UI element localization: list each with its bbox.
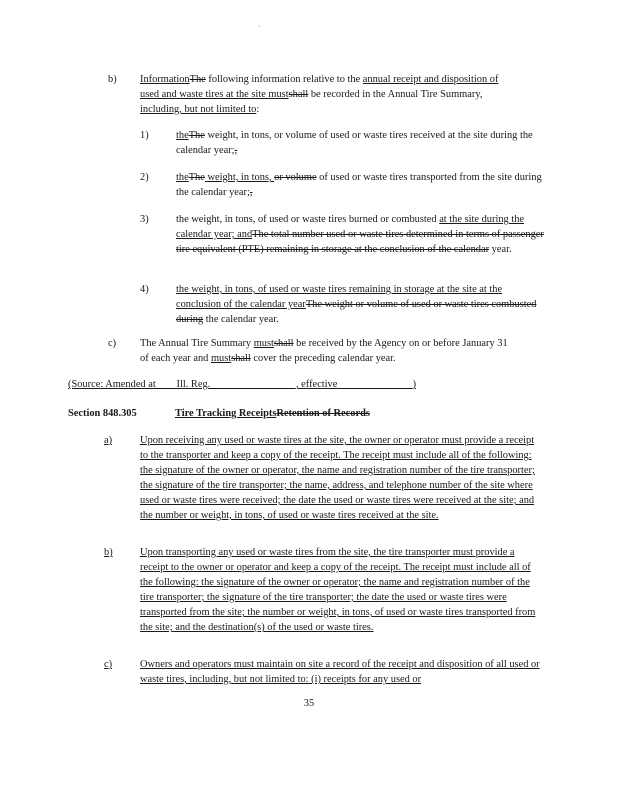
- paragraph-b4: [176, 282, 544, 327]
- inserted-text: weight, in tons,: [204, 172, 275, 183]
- section-title: [175, 406, 370, 421]
- deleted-text: ,: [249, 187, 253, 198]
- list-label-1: 1): [140, 130, 149, 141]
- deleted-text: ,: [234, 145, 238, 156]
- text: year.: [489, 244, 512, 255]
- paragraph-b1: [176, 128, 544, 158]
- deleted-text: shall: [288, 89, 309, 100]
- text: the calendar year.: [203, 314, 279, 325]
- inserted-text: the: [176, 130, 189, 141]
- list-label-c-section: c): [104, 659, 113, 670]
- text: cover the preceding calendar year.: [250, 353, 396, 364]
- inserted-text: Information: [140, 74, 190, 85]
- list-label-a: a): [104, 435, 113, 446]
- paragraph-c: [140, 336, 514, 366]
- inserted-text: Tire Tracking Receipts: [175, 408, 277, 419]
- inserted-text: must: [210, 353, 232, 364]
- deleted-text: shall: [273, 338, 294, 349]
- list-label-b: b): [108, 74, 117, 85]
- list-label-2: 2): [140, 172, 149, 183]
- inserted-text: the weight, in tons, of used or waste tires remaining in storage at the site at the conclusion of the calendar year: [176, 284, 503, 310]
- section-number: Section 848.305: [68, 408, 137, 419]
- deleted-text: or volume: [274, 172, 317, 183]
- list-label-c: c): [108, 338, 117, 349]
- text: The Annual Tire Summary: [140, 338, 254, 349]
- paragraph-section-b: Upon transporting any used or waste tires from the site, the tire transporter must provide a receipt to the owner or operator and keep a copy of the receipt. The receipt must include all of the following: the signature of the owner or operator; the name and registration number of the tire transporter; the signature of the tire transporter; the date the used or waste tires were transported from the site; the number or weight, in tons, of used or waste tires transported from the site; and the destination(s) of the used or waste tires.: [140, 547, 536, 633]
- page-mark: ·: [258, 22, 261, 31]
- text: be received by the Agency on or before January 31 of each year and: [140, 338, 508, 364]
- text: weight, in tons, or volume of used or waste tires received at the site during the calendar year;: [176, 130, 533, 156]
- inserted-text: including, but not limited to: [140, 104, 257, 115]
- deleted-text: Retention of Records: [276, 408, 370, 419]
- text: the weight, in tons, of used or waste tires burned or combusted: [176, 214, 440, 225]
- deleted-text: The: [188, 172, 205, 183]
- page-number: 35: [303, 698, 315, 709]
- text: :: [256, 104, 260, 115]
- text: be recorded in the Annual Tire Summary,: [308, 89, 483, 100]
- inserted-text: the: [176, 172, 189, 183]
- deleted-text: The: [189, 74, 206, 85]
- list-label-b-section: b): [104, 547, 113, 558]
- paragraph-section-a: Upon receiving any used or waste tires at the site, the owner or operator must provide a receipt to the transporter and keep a copy of the receipt. The receipt must include all of the following: the signature of the owner or operator, the name and registration number of the tire transporter; the signature of the tire transporter; the name, address, and telephone number of the site where used or waste tires were received; the date the used or waste tires were received at the site; and the number or weight, in tons, of used or waste tires received at the site.: [140, 435, 535, 521]
- deleted-text: The: [188, 130, 205, 141]
- text: following information relative to the: [205, 74, 363, 85]
- deleted-text: The weight or volume of used or waste tires combusted during: [176, 299, 537, 325]
- inserted-text: at the site during the calendar year; and: [176, 214, 525, 240]
- source-note: (Source: Amended at ___ Ill. Reg. ________________, effective ______________): [68, 379, 417, 390]
- inserted-text: must: [268, 89, 289, 100]
- text: of used or waste tires transported from the site during the calendar year;: [176, 172, 542, 198]
- deleted-text: shall: [231, 353, 251, 364]
- deleted-text: The total number used or waste tires determined in terms of passenger tire equivalent (PTE) remaining in storage at the conclusion of the calendar: [176, 229, 544, 255]
- list-label-3: 3): [140, 214, 149, 225]
- inserted-text: must: [253, 338, 274, 349]
- inserted-text: annual receipt and disposition of used and waste tires at the site: [140, 74, 499, 100]
- paragraph-b3: [176, 212, 544, 257]
- paragraph-section-c: Owners and operators must maintain on site a record of the receipt and disposition of all used or waste tires, including, but not limited to: (i) receipts for any used or: [140, 659, 540, 685]
- paragraph-b: [140, 72, 512, 117]
- paragraph-b2: [176, 170, 544, 200]
- list-label-4: 4): [140, 284, 149, 295]
